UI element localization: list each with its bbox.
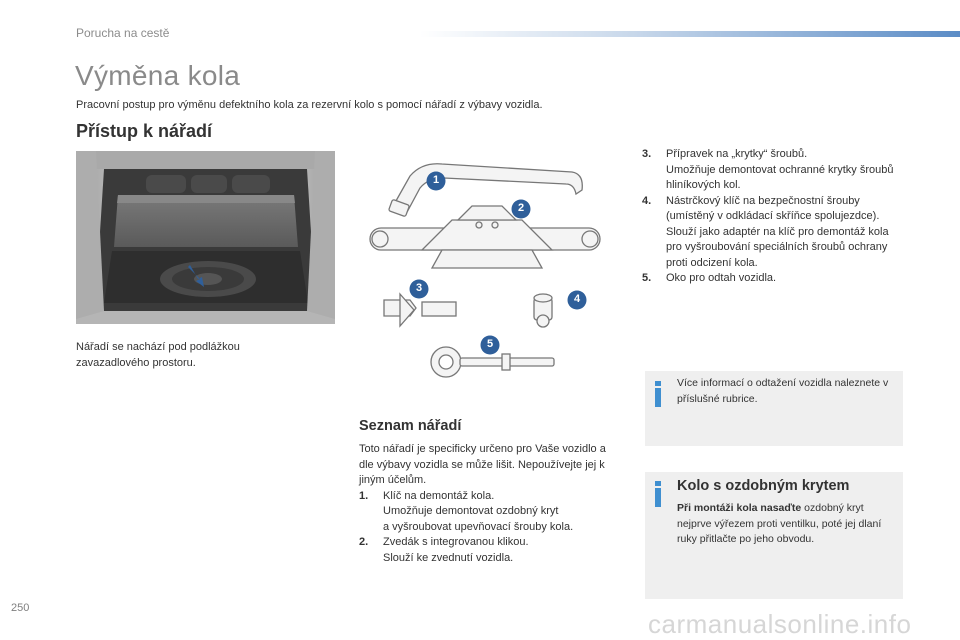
item-line: Slouží jako adaptér na klíč pro demontáž kola pro vyšroubování speciálních šroubů ochrany proti odcizení kola. xyxy=(666,225,889,269)
page-number: 250 xyxy=(11,602,30,614)
item-number: 3. xyxy=(642,148,652,160)
watermark: carmanualsonline.info xyxy=(648,609,912,639)
trunk-photo xyxy=(76,151,335,324)
item-line: a vyšroubovat upevňovací šrouby kola. xyxy=(383,520,574,533)
item-number: 1. xyxy=(359,489,369,502)
item-number: 4. xyxy=(642,194,652,207)
info-icon xyxy=(653,381,664,407)
info-box-towing xyxy=(645,371,903,446)
list-item xyxy=(642,147,902,194)
item-line: Umožňuje demontovat ochranné krytky šroubů hliníkových kol. xyxy=(666,163,894,191)
list-item xyxy=(642,271,902,287)
item-line: Přípravek na „krytky“ šroubů. xyxy=(666,148,808,160)
tool-list-continued xyxy=(642,147,902,287)
tool-list-intro: Toto nářadí je specificky určeno pro Vaše vozidlo a dle výbavy vozidla se může lišit. Nepoužívejte jej k jiným účelům. xyxy=(359,443,606,486)
info-text xyxy=(677,501,899,548)
item-line: Nástrčkový klíč na bezpečnostní šrouby (umístěný v odkládací skříňce spolujezdce). xyxy=(666,194,880,222)
item-line: Oko pro odtah vozidla. xyxy=(666,272,777,284)
tools-illustration xyxy=(362,158,614,390)
tool-list xyxy=(359,442,619,566)
info-box-wheel-trim xyxy=(645,472,903,599)
page-title: Výměna kola xyxy=(75,60,241,91)
item-number: 5. xyxy=(642,272,652,284)
info-icon xyxy=(653,481,664,507)
item-line: Umožňuje demontovat ozdobný kryt xyxy=(383,505,559,517)
info-body: ozdobný kryt nejprve výřezem proti ventilku, poté jej dlaní ruky přitlačte po jeho obvodu. xyxy=(677,502,882,545)
tool-badge-4: 4 xyxy=(573,293,581,305)
photo-note: Nářadí se nachází pod podlážkou zavazadlového prostoru. xyxy=(76,341,240,369)
tool-list-title: Seznam nářadí xyxy=(359,418,462,434)
tool-badge-1: 1 xyxy=(432,174,440,186)
item-line: Zvedák s integrovanou klikou. xyxy=(383,536,529,548)
item-number: 2. xyxy=(359,536,369,548)
item-line: Slouží ke zvednutí vozidla. xyxy=(383,551,514,564)
tool-badge-2: 2 xyxy=(517,202,525,214)
item-line: Klíč na demontáž kola. xyxy=(383,489,495,502)
list-item xyxy=(359,535,619,566)
info-heading: Kolo s ozdobným krytem xyxy=(677,478,850,494)
info-bold-lead: Při montáži kola nasaďte xyxy=(677,502,802,514)
header-accent-bar xyxy=(420,31,960,37)
running-header: Porucha na cestě xyxy=(76,26,170,40)
info-text: Více informací o odtažení vozidla naleznete v příslušné rubrice. xyxy=(677,377,889,405)
tool-badge-5: 5 xyxy=(486,338,494,350)
list-item xyxy=(642,194,902,272)
tool-badge-3: 3 xyxy=(415,282,423,294)
section-title: Přístup k nářadí xyxy=(76,121,213,141)
page-subtitle: Pracovní postup pro výměnu defektního kola za rezervní kolo s pomocí nářadí z výbavy vozidla. xyxy=(76,99,543,111)
list-item xyxy=(359,489,619,536)
